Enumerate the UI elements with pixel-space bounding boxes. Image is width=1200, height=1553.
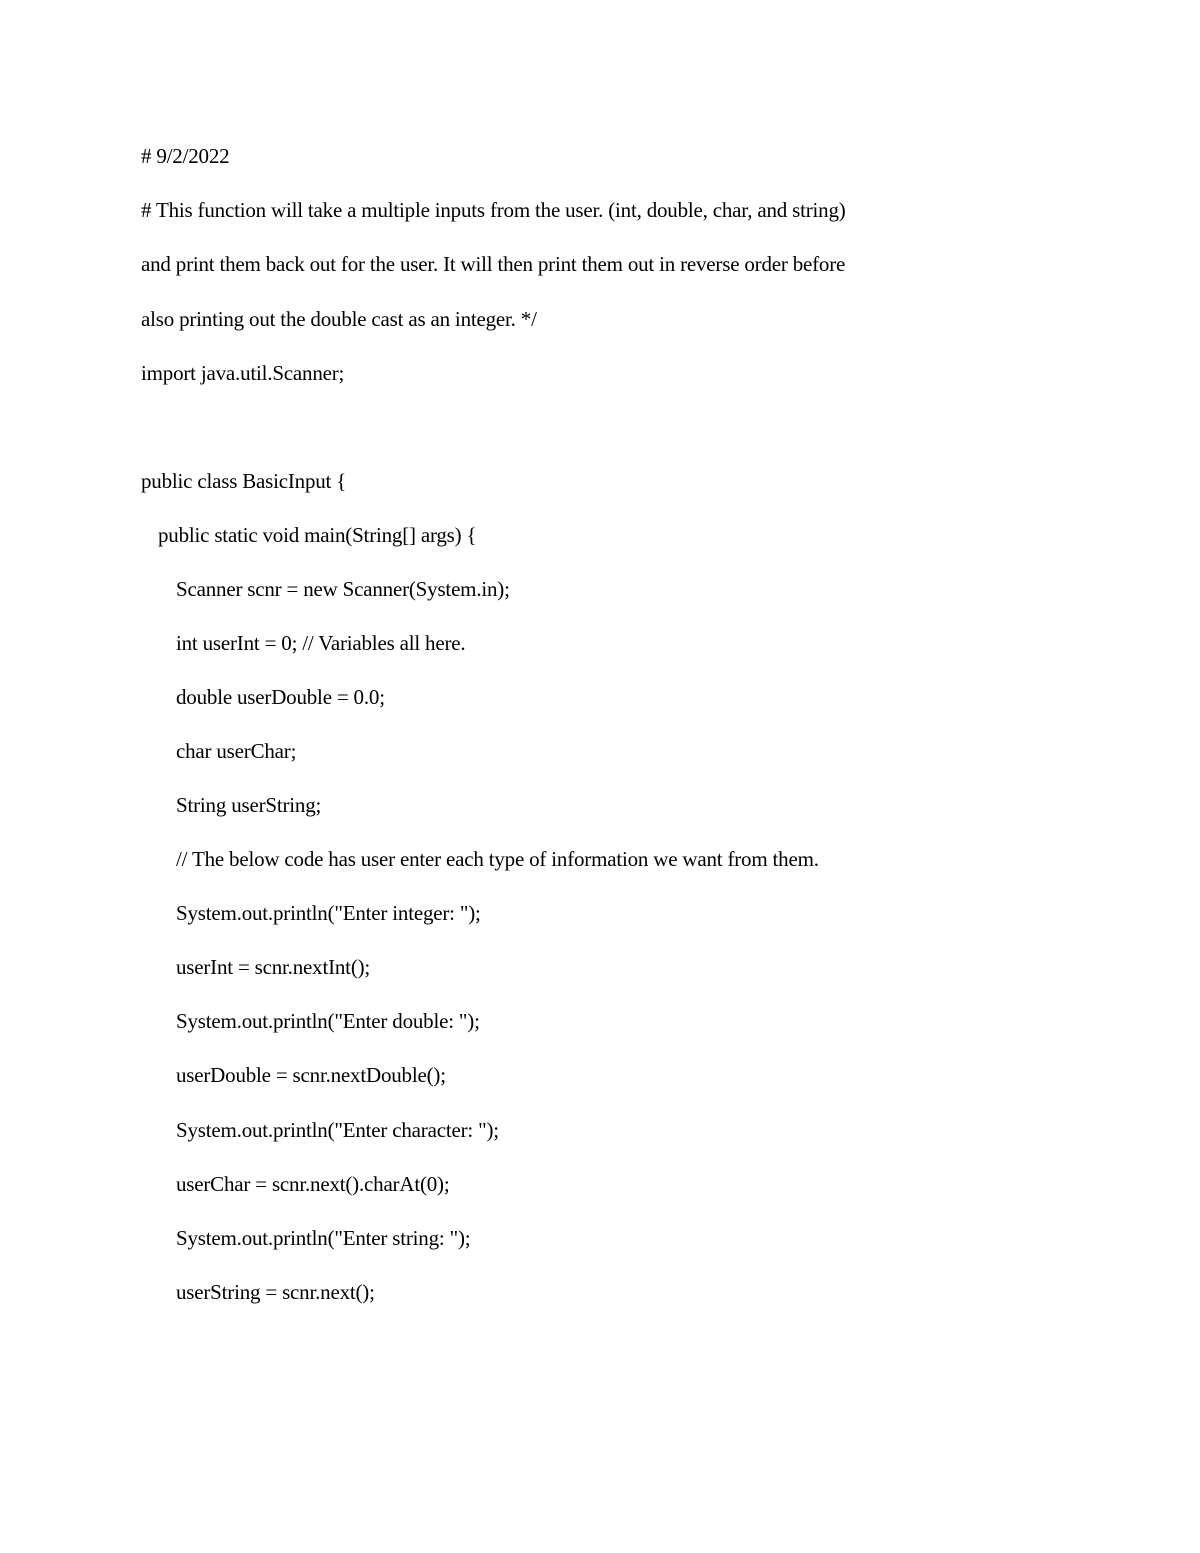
prompt-integer-line: System.out.println("Enter integer: ");	[176, 901, 481, 925]
read-string-line: userString = scnr.next();	[176, 1280, 375, 1304]
description-line-3: also printing out the double cast as an integer. */	[141, 307, 537, 331]
read-integer-line: userInt = scnr.nextInt();	[176, 955, 371, 979]
input-comment-line: // The below code has user enter each type of information we want from them.	[176, 847, 819, 871]
prompt-string-line: System.out.println("Enter string: ");	[176, 1226, 471, 1250]
import-line: import java.util.Scanner;	[141, 361, 345, 385]
description-line-2: and print them back out for the user. It will then print them out in reverse order before	[141, 252, 846, 276]
read-character-line: userChar = scnr.next().charAt(0);	[176, 1172, 450, 1196]
char-variable-line: char userChar;	[176, 739, 297, 763]
double-variable-line: double userDouble = 0.0;	[176, 685, 385, 709]
string-variable-line: String userString;	[176, 793, 322, 817]
int-variable-line: int userInt = 0; // Variables all here.	[176, 631, 466, 655]
main-method-line: public static void main(String[] args) {	[158, 523, 477, 547]
scanner-line: Scanner scnr = new Scanner(System.in);	[176, 577, 510, 601]
prompt-character-line: System.out.println("Enter character: ");	[176, 1118, 499, 1142]
prompt-double-line: System.out.println("Enter double: ");	[176, 1009, 480, 1033]
class-declaration-line: public class BasicInput {	[141, 469, 347, 493]
read-double-line: userDouble = scnr.nextDouble();	[176, 1063, 446, 1087]
date-comment-line: # 9/2/2022	[141, 144, 230, 168]
description-line-1: # This function will take a multiple inputs from the user. (int, double, char, and string)	[141, 198, 846, 222]
